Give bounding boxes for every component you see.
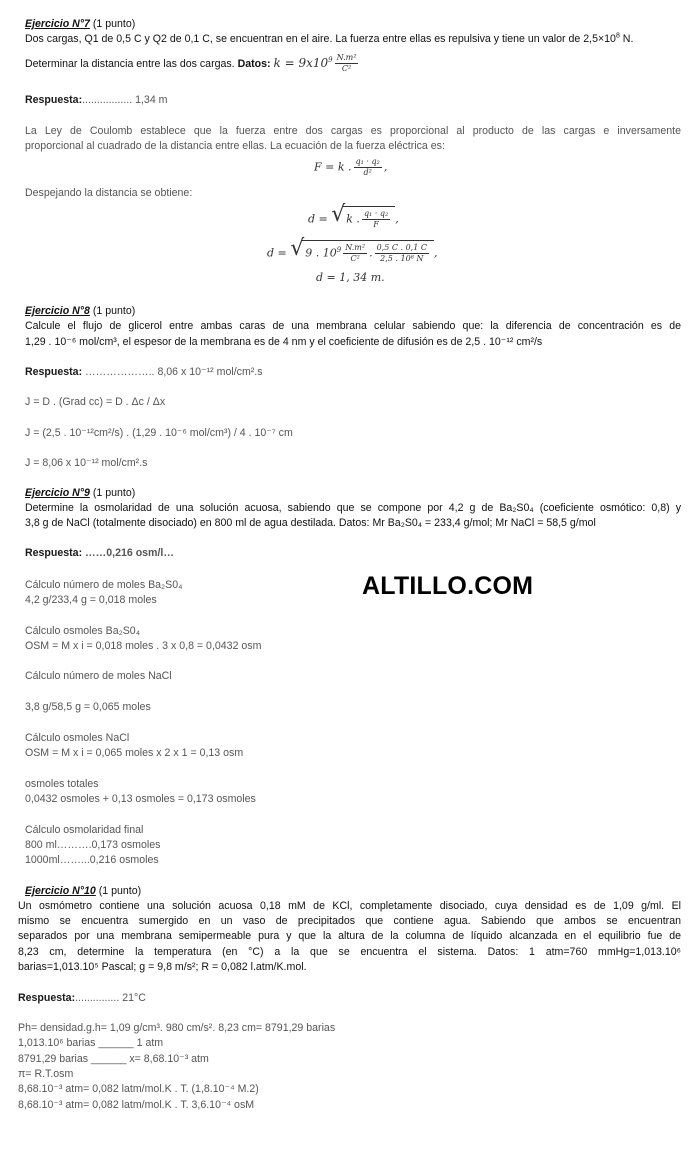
ex8-answer-dots: ……………….. <box>82 366 158 378</box>
ex7-para-line1: La Ley de Coulomb establece que la fuerza entre dos cargas es proporcional al producto de las cargas e inversamente <box>25 125 681 137</box>
eq-d2-fraction <box>375 243 429 264</box>
ex8-answer <box>25 365 263 379</box>
ex10-s3: 8791,29 barias ______ x= 8,68.10⁻³ atm <box>18 1053 209 1065</box>
eq-d2-left: d = <box>267 246 287 260</box>
ex10-s4: π= R.T.osm <box>18 1068 74 1080</box>
ex10-heading: Ejercicio N°10 <box>25 885 96 897</box>
ex10-points: (1 punto) <box>95 885 142 897</box>
ex10-statement-line5: barias=1,013.10⁵ Pascal; g = 9,8 m/s²; R = 0,082 l.atm/K.mol. <box>18 961 307 973</box>
ex10-title <box>25 884 141 898</box>
eq-d2-num: 0,5 C . 0,1 C <box>376 243 427 252</box>
ex7-k-formula <box>273 53 361 73</box>
ex10-s5: 8,68.10⁻³ atm= 0,082 latm/mol.K . T. (1,8.10⁻⁴ M.2) <box>18 1083 259 1095</box>
ex7-answer-dots: ................. <box>82 94 136 106</box>
ex9-points: (1 punto) <box>89 487 136 499</box>
ex8-answer-value: 8,06 x 10⁻¹² mol/cm².s <box>157 366 263 378</box>
ex7-statement-line1 <box>25 32 633 46</box>
ex9-s6: 3,8 g/58,5 g = 0,065 moles <box>25 701 151 713</box>
eq-d2-unit-den: C² <box>350 254 360 263</box>
ex7-line1-exponent: 8 <box>615 32 620 40</box>
eq-d2-unit-num: N.m² <box>345 243 366 252</box>
ex9-s2: 4,2 g/233,4 g = 0,018 moles <box>25 594 157 606</box>
eq-d2-den: 2,5 . 10⁸ N <box>380 254 424 263</box>
k-formula-text: k = 9x10 <box>273 56 329 70</box>
ex9-s9: osmoles totales <box>25 778 99 790</box>
ex10-statement-line1: Un osmómetro contiene una solución acuosa 0,18 mM de KCl, completamente disociado, cuya densidad es de 1,09 g/ml. El <box>18 900 681 912</box>
ex7-para-line2: proporcional al cuadrado de la distancia entre ellas. La ecuación de la fuerza eléctrica es: <box>25 140 445 152</box>
ex9-s12: 800 ml……….0,173 osmoles <box>25 839 161 851</box>
ex9-s10: 0,0432 osmoles + 0,13 osmoles = 0,173 osmoles <box>25 793 256 805</box>
ex9-statement-line2: 3,8 g de NaCl (totalmente disociado) en 800 ml de agua destilada. Datos: Mr Ba₂S0₄ = 233,4 g/mol; Mr NaCl = 58,5 g/mol <box>25 517 596 529</box>
ex10-s1: Ph= densidad.g.h= 1,09 g/cm³. 980 cm/s². 8,23 cm= 8791,29 barias <box>18 1022 336 1034</box>
ex10-statement-line4: 8,23 cm, determine la temperatura (en °C) a la que se encuentra el sistema. Datos: 1 atm=760 mmHg=1,013.10⁶ <box>18 946 681 958</box>
eq-force-den: d² <box>363 168 372 177</box>
eq-force-num: q₁ · q₂ <box>355 157 380 166</box>
ex8-answer-label: Respuesta: <box>25 366 83 378</box>
ex7-title <box>25 17 135 31</box>
ex7-answer <box>25 93 167 107</box>
eq-d1-fraction <box>362 209 390 230</box>
ex9-s4: OSM = M x i = 0,018 moles . 3 x 0,8 = 0,0432 osm <box>25 640 262 652</box>
ex10-statement-line2: mismo se encuentra sumergido en un vaso de precipitados que contiene agua. Sabiendo que ambos se encuentran <box>18 915 681 927</box>
eq-d1-sqrt: √ k . $\frac{\text{q₁ · q₂}}{F}$ <box>331 206 395 230</box>
ex10-answer <box>18 991 146 1005</box>
eq-d1-left: d = <box>308 212 328 226</box>
ex7-line1-end: N. <box>619 33 634 45</box>
eq-force-left: F = k . <box>314 160 352 174</box>
watermark: ALTILLO.COM <box>362 572 534 600</box>
ex9-s7: Cálculo osmoles NaCl <box>25 732 130 744</box>
ex9-s8: OSM = M x i = 0,065 moles x 2 x 1 = 0,13 osm <box>25 747 244 759</box>
ex9-s11: Cálculo osmolaridad final <box>25 824 144 836</box>
k-exponent: 9 <box>328 56 333 64</box>
ex8-points: (1 punto) <box>89 305 136 317</box>
eq-d1-inner: k . <box>346 212 360 226</box>
ex9-statement-line1: Determine la osmolaridad de una solución acuosa, sabiendo que se compone por 4,2 g de Ba₂S0₄ (coeficiente osmótico: 0,8) y <box>25 502 681 514</box>
k-unit-fraction <box>335 53 359 74</box>
eq-d2-inner: 9 . 10 <box>305 246 337 260</box>
ex8-title <box>25 304 135 318</box>
eq-d1-den: F <box>373 220 379 229</box>
eq-d2-exponent: 9 <box>336 245 342 254</box>
ex7-line1-text: Dos cargas, Q1 de 0,5 C y Q2 de 0,1 C, se encuentran en el aire. La fuerza entre ellas es repulsiva y tiene un valor de 2,5×10 <box>25 33 616 45</box>
ex9-answer-label: Respuesta: <box>25 547 83 559</box>
k-unit-den: C² <box>341 64 352 73</box>
ex7-answer-value: 1,34 m <box>135 94 168 106</box>
ex8-step2: J = (2,5 . 10⁻¹²cm²/s) . (1,29 . 10⁻⁶ mol/cm³) / 4 . 10⁻⁷ cm <box>25 427 293 439</box>
ex7-despejando: Despejando la distancia se obtiene: <box>25 187 193 199</box>
eq-distance-2: d = √ 9 . $10^9$ $\frac{\text{N.m²}}{\text{C²}}$ . $\frac{0,5 C . 0,1 C}{\text{2,5 . 10⁸ N}}$ , <box>267 236 438 263</box>
ex8-step3: J = 8,06 x 10⁻¹² mol/cm².s <box>25 457 148 469</box>
ex9-s5: Cálculo número de moles NaCl <box>25 670 172 682</box>
k-unit-num: N.m² <box>336 53 357 62</box>
eq-distance-3: d = 1, 34 m. <box>316 271 385 284</box>
ex9-s3: Cálculo osmoles Ba₂S0₄ <box>25 625 141 637</box>
ex7-statement-line2 <box>25 53 360 74</box>
ex7-answer-label: Respuesta: <box>25 94 83 106</box>
ex9-s13: 1000ml……...0,216 osmoles <box>25 854 159 866</box>
ex7-line2-text: Determinar la distancia entre las dos cargas. <box>25 58 238 70</box>
ex10-answer-dots: ............... <box>75 992 123 1004</box>
eq-d2-unit-fraction <box>343 243 367 264</box>
ex10-answer-label: Respuesta: <box>18 992 76 1004</box>
ex7-datos-label: Datos: <box>237 58 271 70</box>
eq-force: F = k . $\frac{\text{q₁ · q₂}}{\text{d²}}$ , <box>314 157 388 177</box>
ex8-statement-line2: 1,29 . 10⁻⁶ mol/cm³, el espesor de la membrana es de 4 nm y el coeficiente de difusión es de 2,5 . 10⁻¹² cm²/s <box>25 336 543 348</box>
ex9-s1: Cálculo número de moles Ba₂S0₄ <box>25 579 183 591</box>
eq-force-fraction <box>354 157 382 178</box>
ex8-statement-line1: Calcule el flujo de glicerol entre ambas caras de una membrana celular sabiendo que: la diferencia de concentración es de <box>25 320 681 332</box>
ex8-heading: Ejercicio N°8 <box>25 305 90 317</box>
ex10-s2: 1,013.10⁶ barias ______ 1 atm <box>18 1037 164 1049</box>
ex9-title <box>25 486 135 500</box>
ex10-s6: 8,68.10⁻³ atm= 0,082 latm/mol.K . T. 3,6.10⁻⁴ osM <box>18 1099 255 1111</box>
ex10-answer-value: 21°C <box>122 992 146 1004</box>
ex9-answer-value: ……0,216 osm/l… <box>82 547 174 559</box>
eq-d2-sqrt: √ 9 . $10^9$ $\frac{\text{N.m²}}{\text{C²}}$ . $\frac{0,5 C . 0,1 C}{\text{2,5 . 10⁸ N}}$ <box>290 240 434 264</box>
ex7-points: (1 punto) <box>89 18 136 30</box>
eq-d1-num: q₁ · q₂ <box>363 209 389 218</box>
ex7-heading: Ejercicio N°7 <box>25 18 90 30</box>
ex10-statement-line3: separados por una membrana semipermeable pura y que la altura de la columna de líquido alcanzada en el equilibrio fue de <box>18 930 681 942</box>
ex9-heading: Ejercicio N°9 <box>25 487 90 499</box>
ex9-answer <box>25 546 174 560</box>
eq-distance-1: d = √ k . $\frac{\text{q₁ · q₂}}{F}$ , <box>308 202 399 229</box>
ex8-step1: J = D . (Grad cc) = D . Δc / Δx <box>25 396 166 408</box>
